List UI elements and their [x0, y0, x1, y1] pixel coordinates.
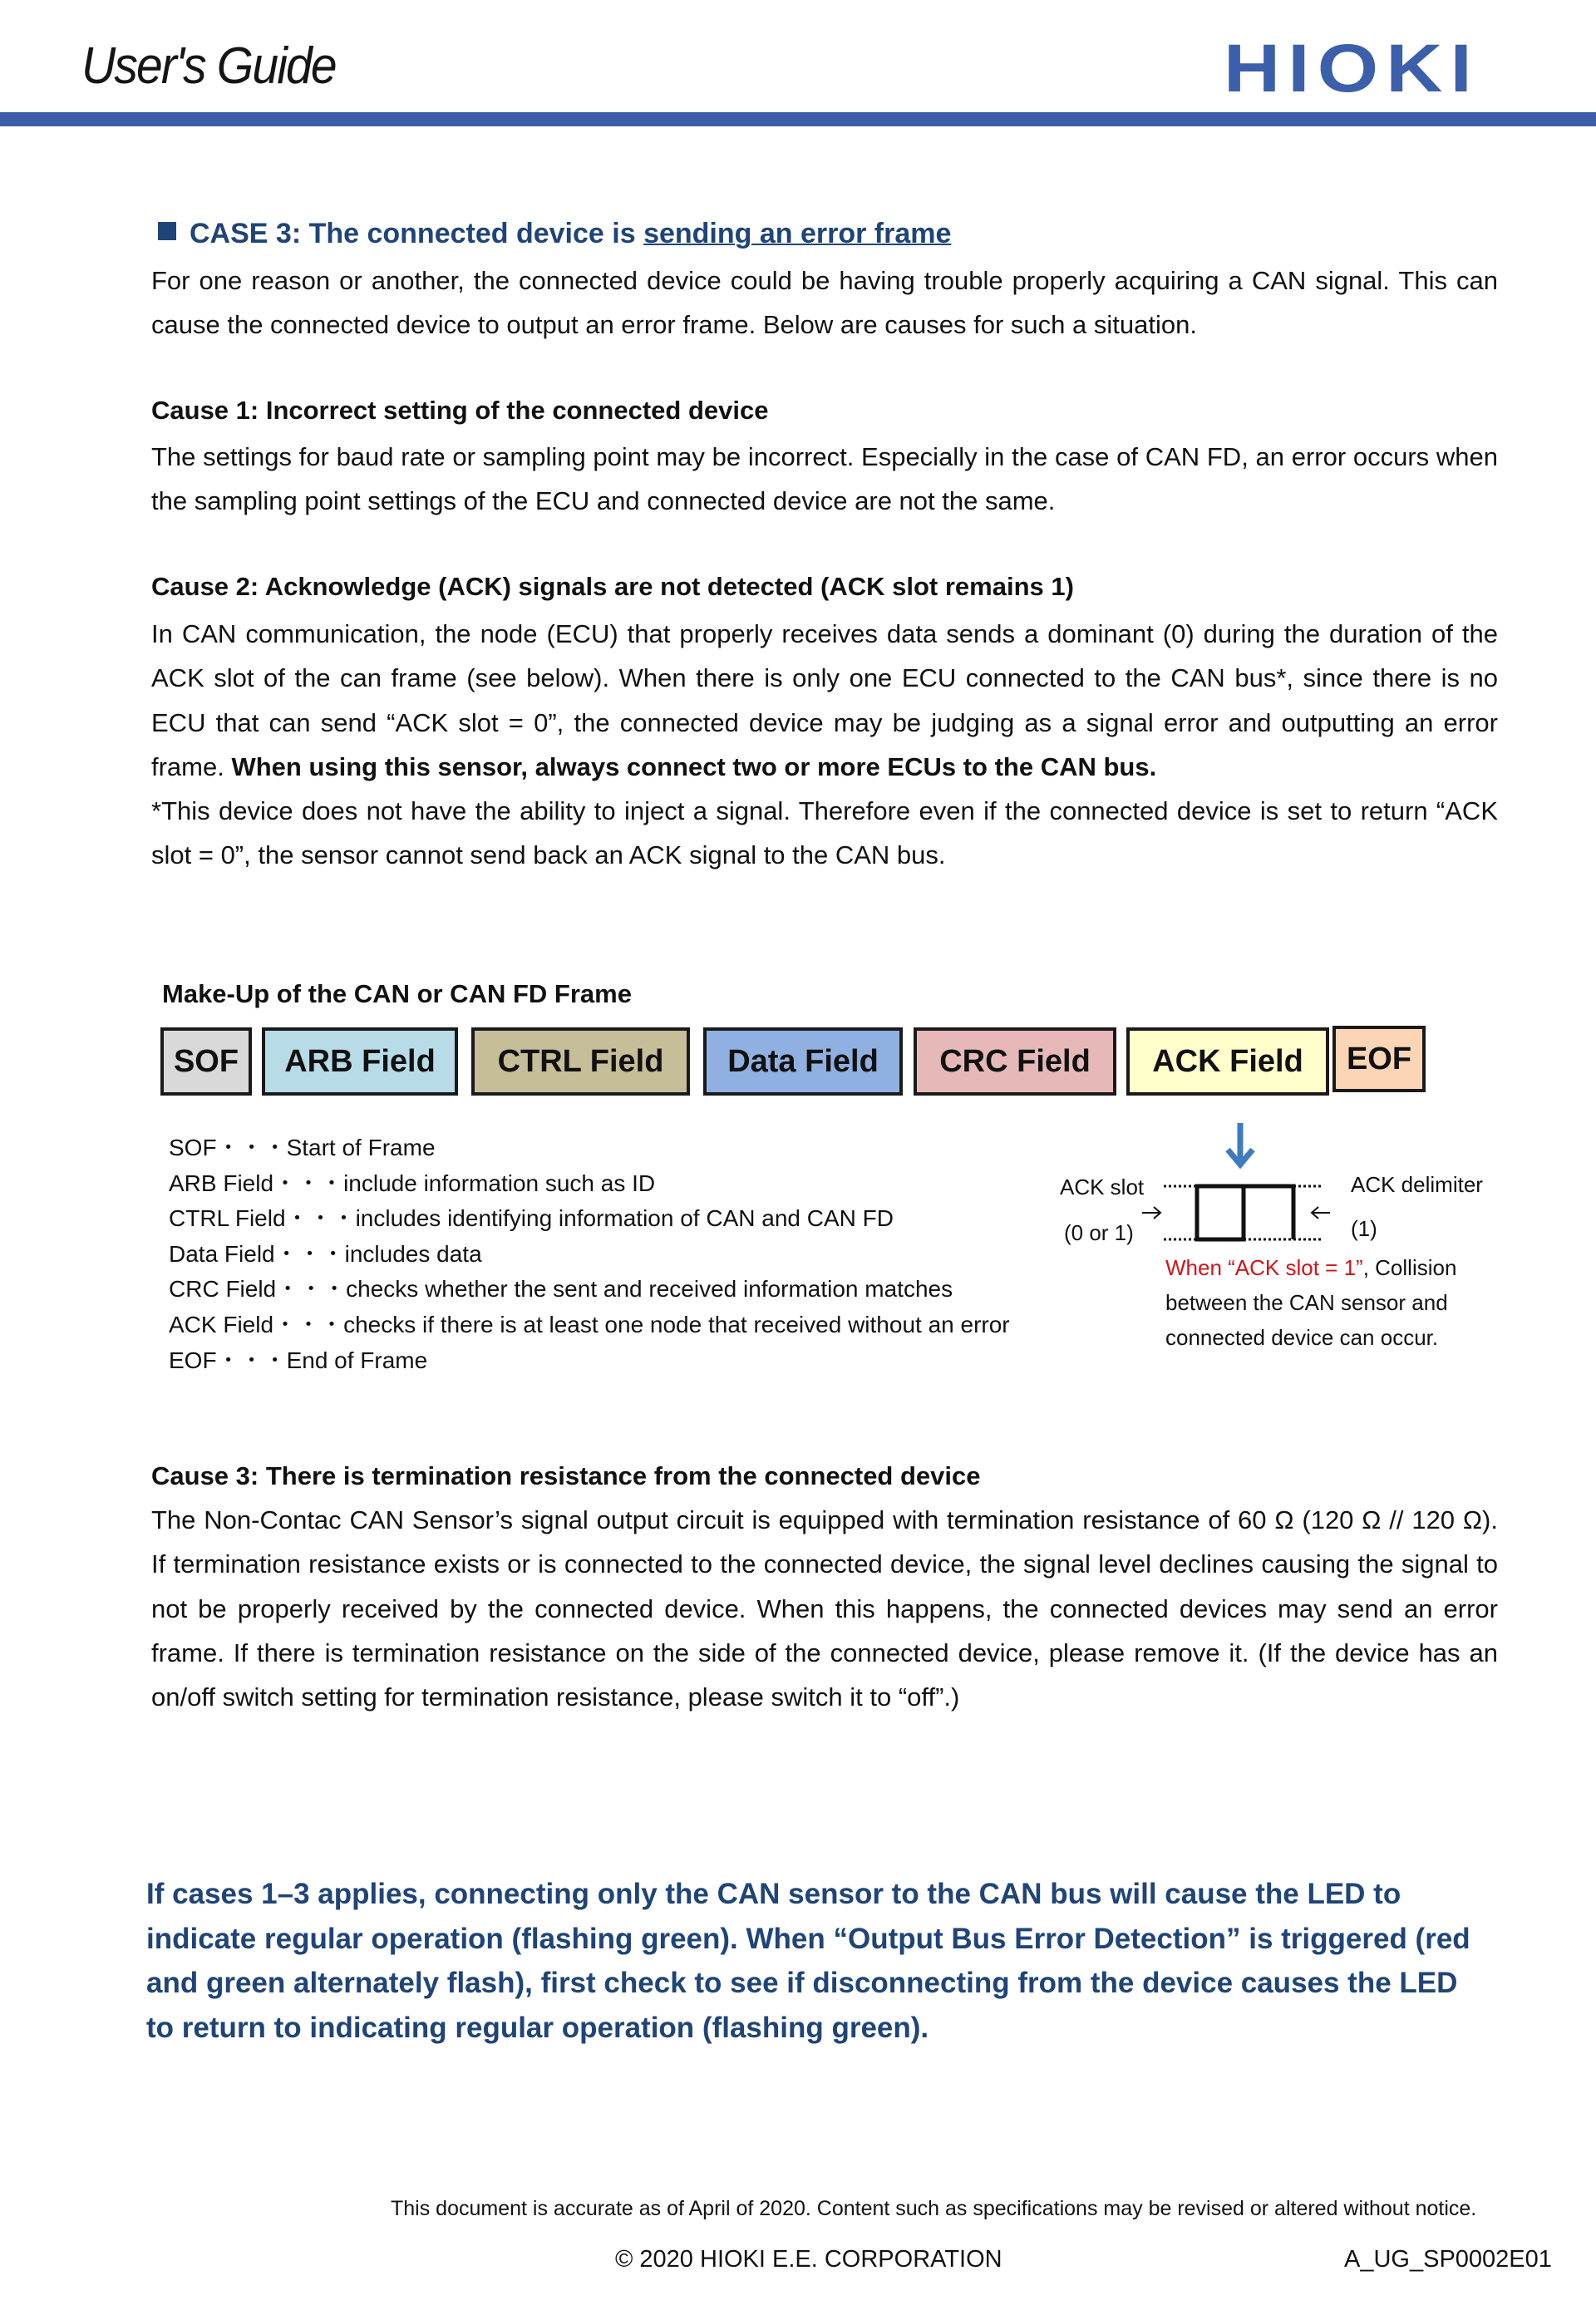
field-legend — [169, 1130, 1010, 1378]
frame-field-ack — [1126, 1027, 1329, 1096]
right-arrow-icon — [1142, 1207, 1160, 1219]
ack-slot-value: (0 or 1) — [1064, 1220, 1134, 1245]
frame-field-sof — [160, 1027, 252, 1096]
field-label: EOF — [1346, 1041, 1412, 1076]
cause3-body: The Non-Contac CAN Sensor’s signal output circuit is equipped with termination resistance of 60 Ω (120 Ω // 120 Ω). If termination resistance exists or is connected to the connected device, the signal level declines causing the signal to not be properly received by the connected device. When this happens, the connected devices may send an error frame. If there is termination resistance on the side of the connected device, please remove it. (If the device has an on/off switch setting for termination resistance, please switch it to “off”.) — [151, 1505, 1498, 1712]
ack-collision-note-line2: between the CAN sensor and — [1165, 1290, 1448, 1315]
frame-field-arb — [262, 1027, 458, 1096]
cause1-heading: Cause 1: Incorrect setting of the connected device — [151, 396, 769, 425]
legend-item: CTRL Field・・・includes identifying information of CAN and CAN FD — [169, 1205, 894, 1232]
guide-title: User's Guide — [81, 37, 336, 95]
ack-delimiter-value: (1) — [1351, 1216, 1377, 1241]
cause2-warning: When using this sensor, always connect two or more ECUs to the CAN bus. — [231, 751, 1157, 781]
frame-field-eof — [1332, 1026, 1426, 1092]
field-label: CRC Field — [939, 1043, 1091, 1079]
field-label: ARB Field — [284, 1043, 436, 1079]
footer-disclaimer: This document is accurate as of April of 2020. Content such as specifications may be revised or altered without notice. — [391, 2197, 1477, 2220]
cause2-heading: Cause 2: Acknowledge (ACK) signals are not detected (ACK slot remains 1) — [151, 572, 1074, 601]
frame-field-ctrl — [471, 1027, 690, 1096]
legend-item: CRC Field・・・checks whether the sent and received information matches — [169, 1276, 953, 1303]
case-title-prefix: CASE 3: The connected device is — [190, 218, 644, 249]
legend-item: SOF・・・Start of Frame — [169, 1135, 436, 1160]
case-title — [158, 218, 951, 250]
left-arrow-icon — [1312, 1207, 1330, 1219]
ack-collision-note-line3: connected device can occur. — [1165, 1325, 1439, 1350]
case-intro: For one reason or another, the connected device could be having trouble properly acquiring a CAN signal. This can cause the connected device to output an error frame. Below are causes for such a situation. — [151, 266, 1498, 340]
square-bullet-icon — [158, 222, 176, 240]
legend-item: ACK Field・・・checks if there is at least one node that received without an error — [169, 1311, 1010, 1337]
down-arrow-icon — [1228, 1123, 1253, 1165]
ack-slot-label: ACK slot — [1060, 1175, 1145, 1199]
legend-item: EOF・・・End of Frame — [169, 1347, 428, 1373]
legend-item: Data Field・・・includes data — [169, 1240, 482, 1267]
field-label: CTRL Field — [497, 1043, 664, 1079]
footer-doc-id: A_UG_SP0002E01 — [1344, 2246, 1552, 2273]
cause1-body: The settings for baud rate or sampling point may be incorrect. Especially in the case of CAN FD, an error occurs when the sampling point settings of the ECU and connected device are not the same. — [151, 442, 1498, 516]
field-label: SOF — [173, 1043, 239, 1079]
ack-delimiter-label: ACK delimiter — [1351, 1172, 1483, 1197]
case-title-underlined: sending an error frame — [643, 218, 952, 249]
legend-item: ARB Field・・・include information such as ID — [169, 1170, 656, 1196]
summary-note: If cases 1–3 applies, connecting only the CAN sensor to the CAN bus will cause the LED to indicate regular operation (flashing green). When “Output Bus Error Detection” is triggered (red and green alternately flash), first check to see if disconnecting from the device causes the LED to return to indicating regular operation (flashing green). — [146, 1878, 1470, 2044]
frame-field-crc — [914, 1027, 1116, 1096]
ack-collision-note: When “ACK slot = 1”, Collision — [1165, 1255, 1457, 1280]
cause2-body-text: In CAN communication, the node (ECU) that properly receives data sends a dominant (0) during the duration of the ACK slot of the can frame (see below). When there is only one ECU connected to the CAN bus*, since there is no ECU that can send “ACK slot = 0”, the connected device may be judging as a signal error and outputting an error frame. — [151, 619, 1498, 781]
frame-field-data — [703, 1027, 903, 1096]
cause2-body — [151, 612, 1498, 878]
diagram-title: Make-Up of the CAN or CAN FD Frame — [162, 979, 632, 1008]
hioki-logo: HIOKI — [1224, 31, 1480, 106]
field-label: Data Field — [727, 1043, 879, 1079]
header-divider-bar — [0, 112, 1596, 126]
ack-slot-diagram — [1130, 1118, 1347, 1243]
field-label: ACK Field — [1152, 1043, 1303, 1079]
cause2-note: *This device does not have the ability to inject a signal. Therefore even if the connected device is set to return “ACK slot = 0”, the sensor cannot send back an ACK signal to the CAN bus. — [151, 796, 1498, 870]
cause3-heading: Cause 3: There is termination resistance from the connected device — [151, 1461, 981, 1490]
footer-copyright: © 2020 HIOKI E.E. CORPORATION — [615, 2246, 1002, 2273]
